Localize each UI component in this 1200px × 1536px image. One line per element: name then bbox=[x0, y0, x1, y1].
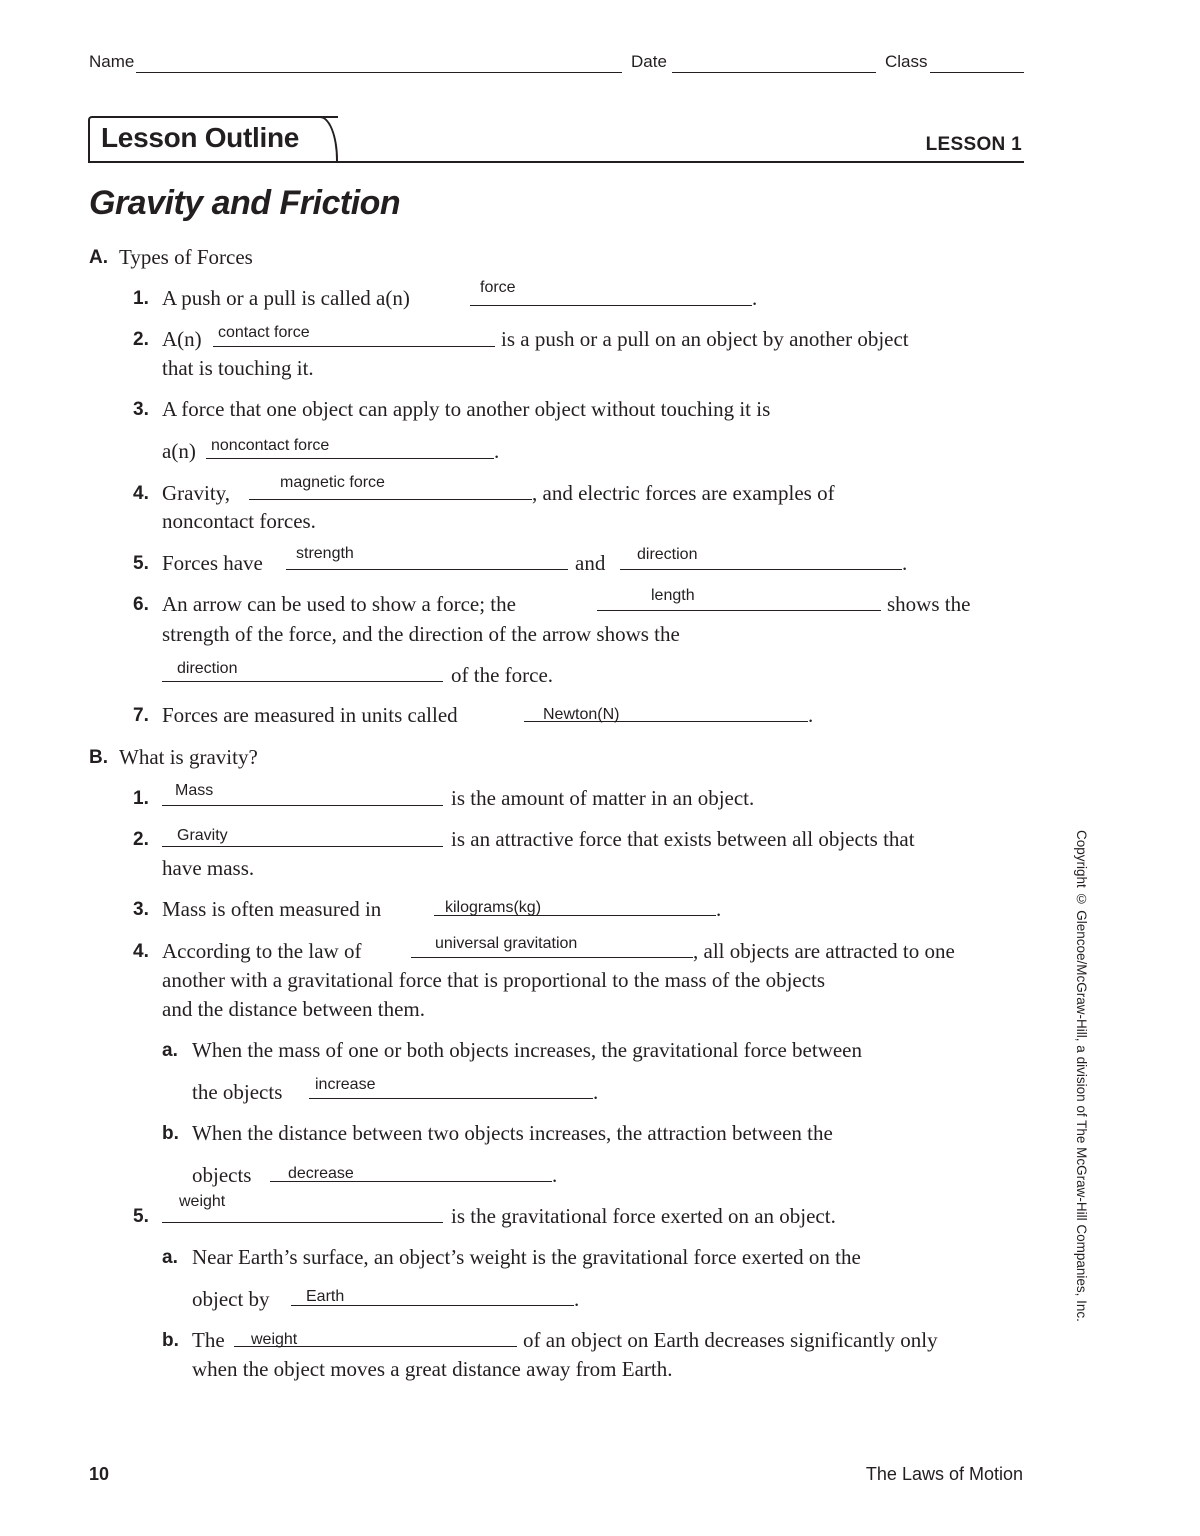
section-b-letter: B. bbox=[89, 747, 108, 768]
b4a-letter: a. bbox=[162, 1040, 178, 1061]
a6-blank-2[interactable] bbox=[162, 681, 443, 682]
b4-number: 4. bbox=[133, 941, 149, 962]
b3-number: 3. bbox=[133, 899, 149, 920]
b5-blank[interactable] bbox=[162, 1222, 443, 1223]
b5a-text: Near Earth’s surface, an object’s weight is the gravitational force exerted on the bbox=[192, 1245, 861, 1269]
a3-period: . bbox=[494, 439, 500, 463]
a6-text-post: shows the bbox=[887, 592, 971, 616]
b4-blank[interactable] bbox=[411, 957, 693, 958]
header-rule bbox=[88, 161, 1024, 163]
b2-number: 2. bbox=[133, 829, 149, 850]
a6-text: An arrow can be used to show a force; the bbox=[162, 592, 516, 616]
b5b-answer: weight bbox=[251, 1331, 298, 1348]
b3-period: . bbox=[716, 897, 722, 921]
b2-blank[interactable] bbox=[162, 846, 443, 847]
a7-answer: Newton(N) bbox=[543, 706, 620, 723]
a6-answer-1: length bbox=[651, 587, 695, 604]
b1-text-post: is the amount of matter in an object. bbox=[451, 786, 755, 810]
b4a-period: . bbox=[593, 1080, 599, 1104]
a5-blank-2[interactable] bbox=[620, 569, 902, 570]
section-a-letter: A. bbox=[89, 247, 108, 268]
a1-text: A push or a pull is called a(n) bbox=[162, 286, 410, 310]
section-a-heading: Types of Forces bbox=[119, 245, 253, 269]
b3-text: Mass is often measured in bbox=[162, 897, 382, 921]
page-number: 10 bbox=[89, 1464, 110, 1484]
section-b-heading: What is gravity? bbox=[119, 745, 258, 769]
a6-text-post2: of the force. bbox=[451, 663, 554, 687]
a6-text-line2: strength of the force, and the direction of the arrow shows the bbox=[162, 622, 680, 646]
b2-answer: Gravity bbox=[177, 827, 228, 844]
a1-period: . bbox=[752, 286, 758, 310]
b5a-answer: Earth bbox=[306, 1288, 345, 1305]
b3-answer: kilograms(kg) bbox=[445, 899, 542, 916]
a6-answer-2: direction bbox=[177, 660, 238, 677]
a3-blank[interactable] bbox=[206, 458, 494, 459]
b5-answer: weight bbox=[179, 1193, 226, 1210]
a7-period: . bbox=[808, 703, 814, 727]
b5-text-post: is the gravitational force exerted on an object. bbox=[451, 1204, 836, 1228]
a5-text: Forces have bbox=[162, 551, 263, 575]
a1-blank[interactable] bbox=[470, 305, 752, 306]
book-title: The Laws of Motion bbox=[865, 1464, 1023, 1484]
name-field[interactable] bbox=[136, 72, 622, 73]
b4a-text-pre: the objects bbox=[192, 1080, 283, 1104]
b5-number: 5. bbox=[133, 1206, 149, 1227]
a5-answer-2: direction bbox=[637, 546, 698, 563]
b2-text-post: is an attractive force that exists between all objects that bbox=[451, 827, 915, 851]
a6-number: 6. bbox=[133, 594, 149, 615]
b2-text-line2: have mass. bbox=[162, 856, 255, 880]
b1-number: 1. bbox=[133, 788, 149, 809]
b4-text-post: , all objects are attracted to one bbox=[693, 939, 955, 963]
b4a-blank[interactable] bbox=[309, 1098, 593, 1099]
date-label: Date bbox=[631, 52, 667, 71]
a5-text-mid: and bbox=[575, 551, 606, 575]
b5b-text-line2: when the object moves a great distance away from Earth. bbox=[192, 1357, 673, 1381]
a2-text-line2: that is touching it. bbox=[162, 356, 314, 380]
a4-text-line2: noncontact forces. bbox=[162, 509, 316, 533]
b4b-letter: b. bbox=[162, 1123, 179, 1144]
a2-text-post: is a push or a pull on an object by another object bbox=[501, 327, 909, 351]
b4a-answer: increase bbox=[315, 1076, 376, 1093]
a2-answer: contact force bbox=[218, 324, 310, 341]
b4a-text: When the mass of one or both objects increases, the gravitational force between bbox=[192, 1038, 863, 1062]
a5-blank-1[interactable] bbox=[286, 569, 568, 570]
a4-answer: magnetic force bbox=[280, 474, 385, 491]
b4-text: According to the law of bbox=[162, 939, 362, 963]
a1-number: 1. bbox=[133, 288, 149, 309]
a2-blank[interactable] bbox=[213, 346, 495, 347]
a4-text: Gravity, bbox=[162, 481, 231, 505]
b5b-text-post: of an object on Earth decreases significantly only bbox=[523, 1328, 938, 1352]
b1-answer: Mass bbox=[175, 782, 214, 799]
b5a-letter: a. bbox=[162, 1247, 178, 1268]
class-label: Class bbox=[885, 52, 928, 71]
b5a-text-pre: object by bbox=[192, 1287, 270, 1311]
a2-number: 2. bbox=[133, 329, 149, 350]
b4-text-line2: another with a gravitational force that is proportional to the mass of the objects bbox=[162, 968, 826, 992]
lesson-outline-label: Lesson Outline bbox=[101, 122, 300, 153]
page-title: Gravity and Friction bbox=[89, 184, 401, 222]
b4-answer: universal gravitation bbox=[435, 935, 578, 952]
lesson-number: LESSON 1 bbox=[925, 134, 1022, 155]
a4-blank[interactable] bbox=[249, 499, 532, 500]
a3-text: A force that one object can apply to another object without touching it is bbox=[162, 397, 771, 421]
b4b-text: When the distance between two objects increases, the attraction between the bbox=[192, 1121, 833, 1145]
a3-text-pre: a(n) bbox=[162, 439, 196, 463]
b4-text-line3: and the distance between them. bbox=[162, 997, 425, 1021]
b4b-period: . bbox=[552, 1163, 558, 1187]
a6-blank-1[interactable] bbox=[597, 610, 881, 611]
a7-number: 7. bbox=[133, 705, 149, 726]
b4b-text-pre: objects bbox=[192, 1163, 252, 1187]
copyright-notice: Copyright © Glencoe/McGraw-Hill, a division of The McGraw-Hill Companies, Inc. bbox=[1074, 830, 1089, 1322]
b5a-period: . bbox=[574, 1287, 580, 1311]
b1-blank[interactable] bbox=[162, 805, 443, 806]
a5-number: 5. bbox=[133, 553, 149, 574]
a4-text-post: , and electric forces are examples of bbox=[532, 481, 835, 505]
name-label: Name bbox=[89, 52, 135, 71]
a2-text: A(n) bbox=[162, 327, 202, 351]
a3-answer: noncontact force bbox=[211, 437, 330, 454]
date-field[interactable] bbox=[672, 72, 876, 73]
class-field[interactable] bbox=[930, 72, 1024, 73]
b5b-letter: b. bbox=[162, 1330, 179, 1351]
a5-period: . bbox=[902, 551, 908, 575]
a4-number: 4. bbox=[133, 483, 149, 504]
a3-number: 3. bbox=[133, 399, 149, 420]
b5b-text-pre: The bbox=[192, 1328, 225, 1352]
a1-answer: force bbox=[480, 279, 516, 296]
a5-answer-1: strength bbox=[296, 545, 354, 562]
a7-text: Forces are measured in units called bbox=[162, 703, 458, 727]
b4b-answer: decrease bbox=[288, 1165, 354, 1182]
